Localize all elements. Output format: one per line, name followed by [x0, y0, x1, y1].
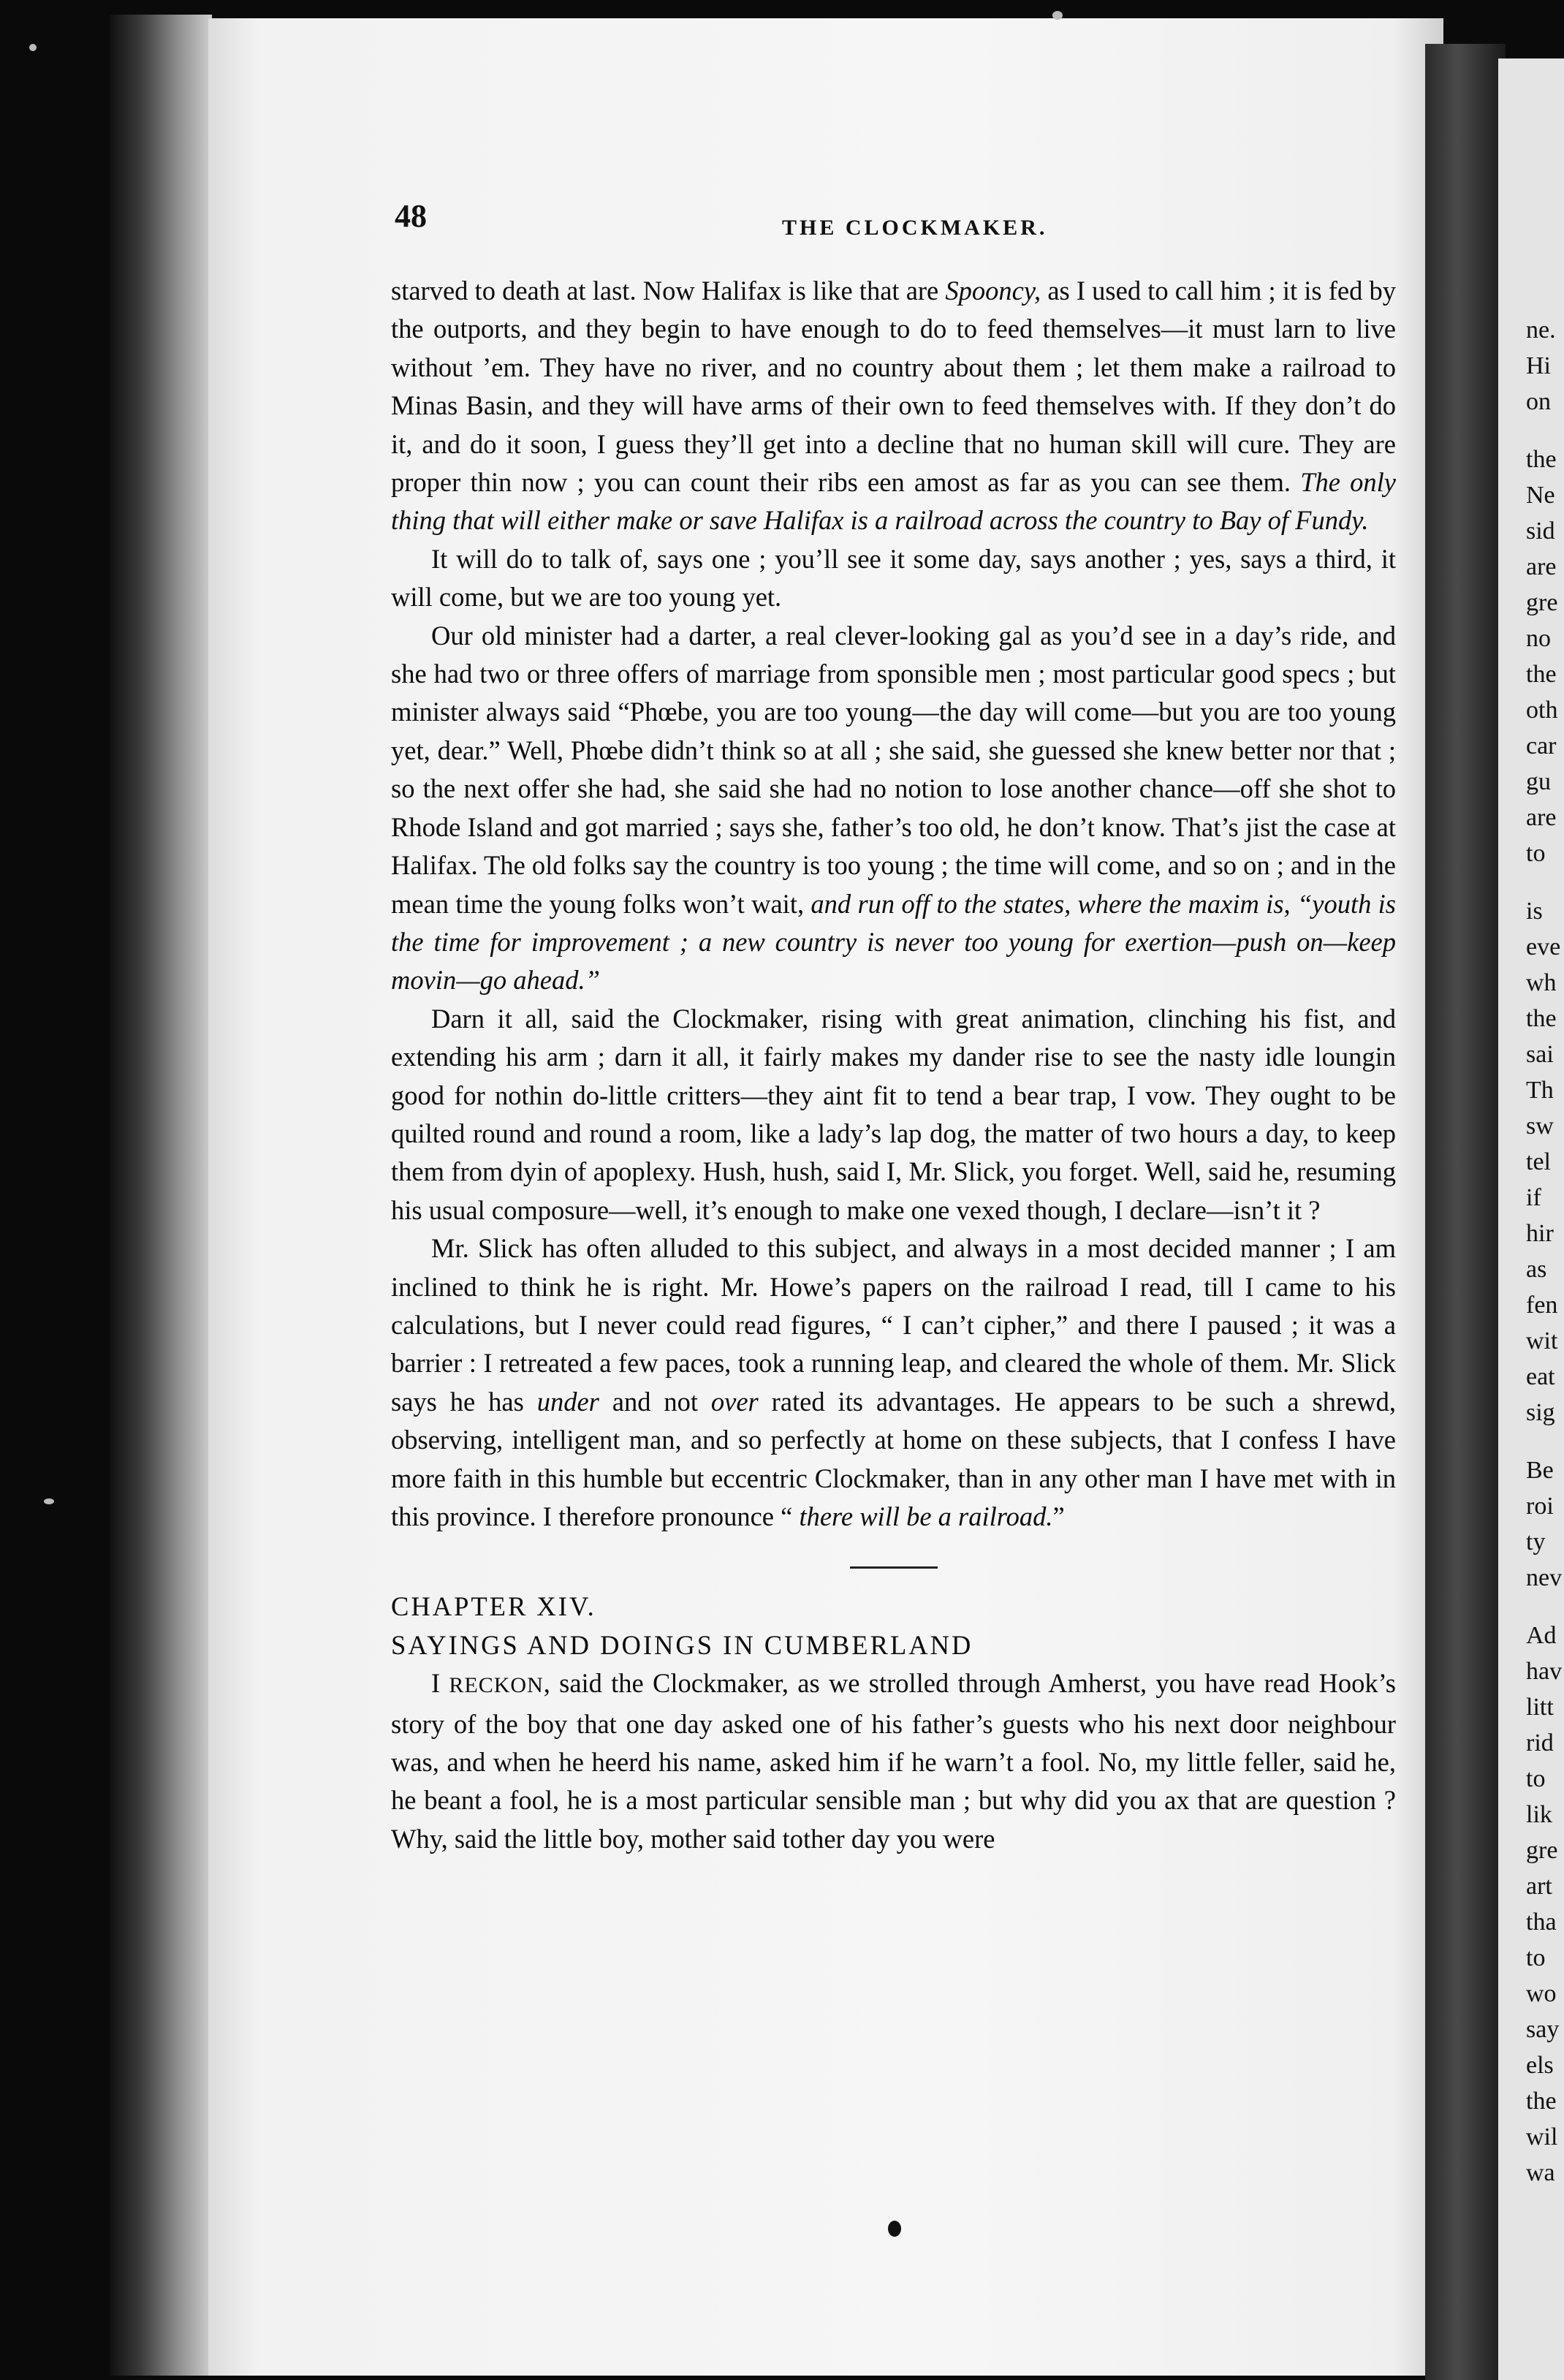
- facing-page-fragment: tha: [1526, 1909, 1557, 1936]
- facing-page-fragment: wh: [1526, 969, 1557, 996]
- facing-page-fragment: hir: [1526, 1220, 1554, 1247]
- facing-page-fragment: gre: [1526, 1837, 1558, 1864]
- running-head: THE CLOCKMAKER.: [782, 216, 1048, 240]
- facing-page-fragment: sig: [1526, 1399, 1555, 1426]
- chapter-heading: CHAPTER XIV.: [391, 1591, 596, 1622]
- dust-speck: [1052, 11, 1063, 20]
- facing-page-fragment: as: [1526, 1256, 1547, 1283]
- page-number: 48: [395, 198, 427, 234]
- facing-page-fragment: the: [1526, 2088, 1557, 2115]
- facing-page-fragment: the: [1526, 1005, 1557, 1032]
- facing-page-fragment: sai: [1526, 1041, 1554, 1068]
- dust-speck: [29, 44, 37, 51]
- facing-page-fragment: no: [1526, 625, 1551, 652]
- facing-page-fragment: eat: [1526, 1363, 1555, 1390]
- facing-page-fragment: Be: [1526, 1457, 1554, 1484]
- chapter-opening-paragraph: I RECKON, said the Clockmaker, as we strolled through Amherst, you have read Hook’s story of the boy that one day asked one of his father’s guests who his next door neighbour was, and when he heerd his name, asked him if he warn’t a fool. No, my little feller, said he, he beant a fool, he is a most particular sensible man ; but why did you ax that are question ? Why, said the little boy, mother said tother day you were: [391, 1668, 1396, 1854]
- facing-page-fragment: the: [1526, 661, 1557, 688]
- paragraph-3: Our old minister had a darter, a real clever-looking gal as you’d see in a day’s ride, and she had two or three offers of marriage from sponsible men ; most particular good specs ; but minister always said “Phœbe, you are too young—the day will come—but you are too young yet, dear.” Well, Phœbe didn’t think so at all ; she said, she guessed she knew better nor that ; so the next offer she had, she said she had no notion to lose another chance—off she shot to Rhode Island and got married ; says she, father’s too old, he don’t know. That’s jist the case at Halifax. The old folks say the country is too young ; the time will come, and so on ; and in the mean time the young folks won’t wait, and run off to the states, where the maxim is, “youth is the time for improvement ; a new country is never too young for exertion—push on—keep movin—go ahead.”: [391, 620, 1397, 996]
- facing-page-fragment: if: [1526, 1184, 1541, 1211]
- facing-page-fragment: are: [1526, 804, 1557, 831]
- facing-page-fragment: wa: [1526, 2159, 1555, 2186]
- book-spine: [1425, 44, 1506, 2380]
- facing-page-fragment: ty: [1526, 1528, 1546, 1555]
- ink-dot: [888, 2221, 901, 2237]
- facing-page-fragment: Th: [1526, 1077, 1554, 1104]
- facing-page-fragment: Ne: [1526, 482, 1555, 509]
- facing-page-fragment: art: [1526, 1873, 1552, 1900]
- facing-page-fragment: Ad: [1526, 1622, 1557, 1649]
- facing-page-fragment: fen: [1526, 1292, 1558, 1319]
- facing-page-fragment: rid: [1526, 1729, 1554, 1756]
- facing-page-fragment: tel: [1526, 1148, 1551, 1175]
- facing-page-fragment: ne.: [1526, 317, 1556, 344]
- facing-page-fragment: litt: [1526, 1694, 1554, 1721]
- facing-page-fragment: eve: [1526, 933, 1561, 960]
- facing-page-fragment: are: [1526, 553, 1557, 580]
- chapter-title: SAYINGS AND DOINGS IN CUMBERLAND: [391, 1629, 973, 1660]
- facing-page-fragment: wo: [1526, 1980, 1557, 2007]
- paragraph-5: Mr. Slick has often alluded to this subject, and always in a most decided manner ; I am inclined to think he is right. Mr. Howe’s papers on the railroad I read, till I came to his calculations, but I never could read figures, “ I can’t cipher,” and there I paused ; it was a barrier : I retreated a few paces, took a running leap, and cleared the whole of them. Mr. Slick says he has under and not over rated its advantages. He appears to be such a shrewd, observing, intelligent man, and so perfectly at home on these subjects, that I confess I have more faith in this humble but eccentric Clockmaker, than in any other man I have met with in this province. I therefore pronounce “ there will be a railroad.”: [391, 1233, 1397, 1531]
- facing-page-fragment: Hi: [1526, 352, 1551, 379]
- facing-page-fragment: to: [1526, 1944, 1546, 1971]
- facing-page: [1498, 58, 1564, 2380]
- facing-page-fragment: the: [1526, 446, 1557, 473]
- facing-page-fragment: oth: [1526, 697, 1558, 724]
- facing-page-fragment: gu: [1526, 768, 1551, 795]
- facing-page-fragment: gre: [1526, 589, 1558, 616]
- facing-page-fragment: roi: [1526, 1493, 1554, 1520]
- facing-page-fragment: wil: [1526, 2123, 1558, 2150]
- facing-page-fragment: car: [1526, 732, 1557, 759]
- paragraph-1: starved to death at last. Now Halifax is like that are Spooncy, as I used to call him ; it is fed by the outports, and they begin to have enough to do to feed themselves—it must larn to live without ’em. They have no river, and no country about them ; let them make a railroad to Minas Basin, and they will have arms of their own to feed themselves with. If they don’t do it, and do it soon, I guess they’ll get into a decline that no human skill will cure. They are proper thin now ; you can count their ribs een amost as far as you can see them. The only thing that will either make or save Halifax is a railroad across the country to Bay of Fundy.: [391, 276, 1396, 536]
- facing-page-fragment: on: [1526, 388, 1551, 415]
- dust-speck: [44, 1498, 54, 1504]
- facing-page-fragment: hav: [1526, 1658, 1563, 1685]
- page-gutter: [110, 15, 212, 2376]
- facing-page-fragment: to: [1526, 1765, 1546, 1792]
- facing-page-fragment: to: [1526, 840, 1546, 867]
- paragraph-4: Darn it all, said the Clockmaker, rising with great animation, clinching his fist, and extending his arm ; darn it all, it fairly makes my dander rise to see the nasty idle loungin good for nothin do-little critters—they aint fit to tend a bear trap, I vow. They ought to be quilted round and round a room, like a lady’s lap dog, the matter of two hours a day, to keep them from dyin of apoplexy. Hush, hush, said I, Mr. Slick, you forget. Well, said he, resuming his usual composure—well, it’s enough to make one vexed though, I declare—isn’t it ?: [391, 1003, 1396, 1225]
- facing-page-fragment: is: [1526, 898, 1543, 925]
- facing-page-fragment: nev: [1526, 1564, 1563, 1591]
- facing-page-fragment: sid: [1526, 518, 1555, 545]
- facing-page-fragment: lik: [1526, 1801, 1552, 1828]
- facing-page-fragment: els: [1526, 2052, 1554, 2079]
- facing-page-fragment: wit: [1526, 1327, 1558, 1354]
- paragraph-2: It will do to talk of, says one ; you’ll see it some day, says another ; yes, says a third, it will come, but we are too young yet.: [391, 543, 1396, 613]
- section-divider: [850, 1566, 938, 1569]
- body-text: [391, 272, 1396, 1858]
- facing-page-fragment: sw: [1526, 1113, 1554, 1140]
- facing-page-fragment: say: [1526, 2016, 1560, 2043]
